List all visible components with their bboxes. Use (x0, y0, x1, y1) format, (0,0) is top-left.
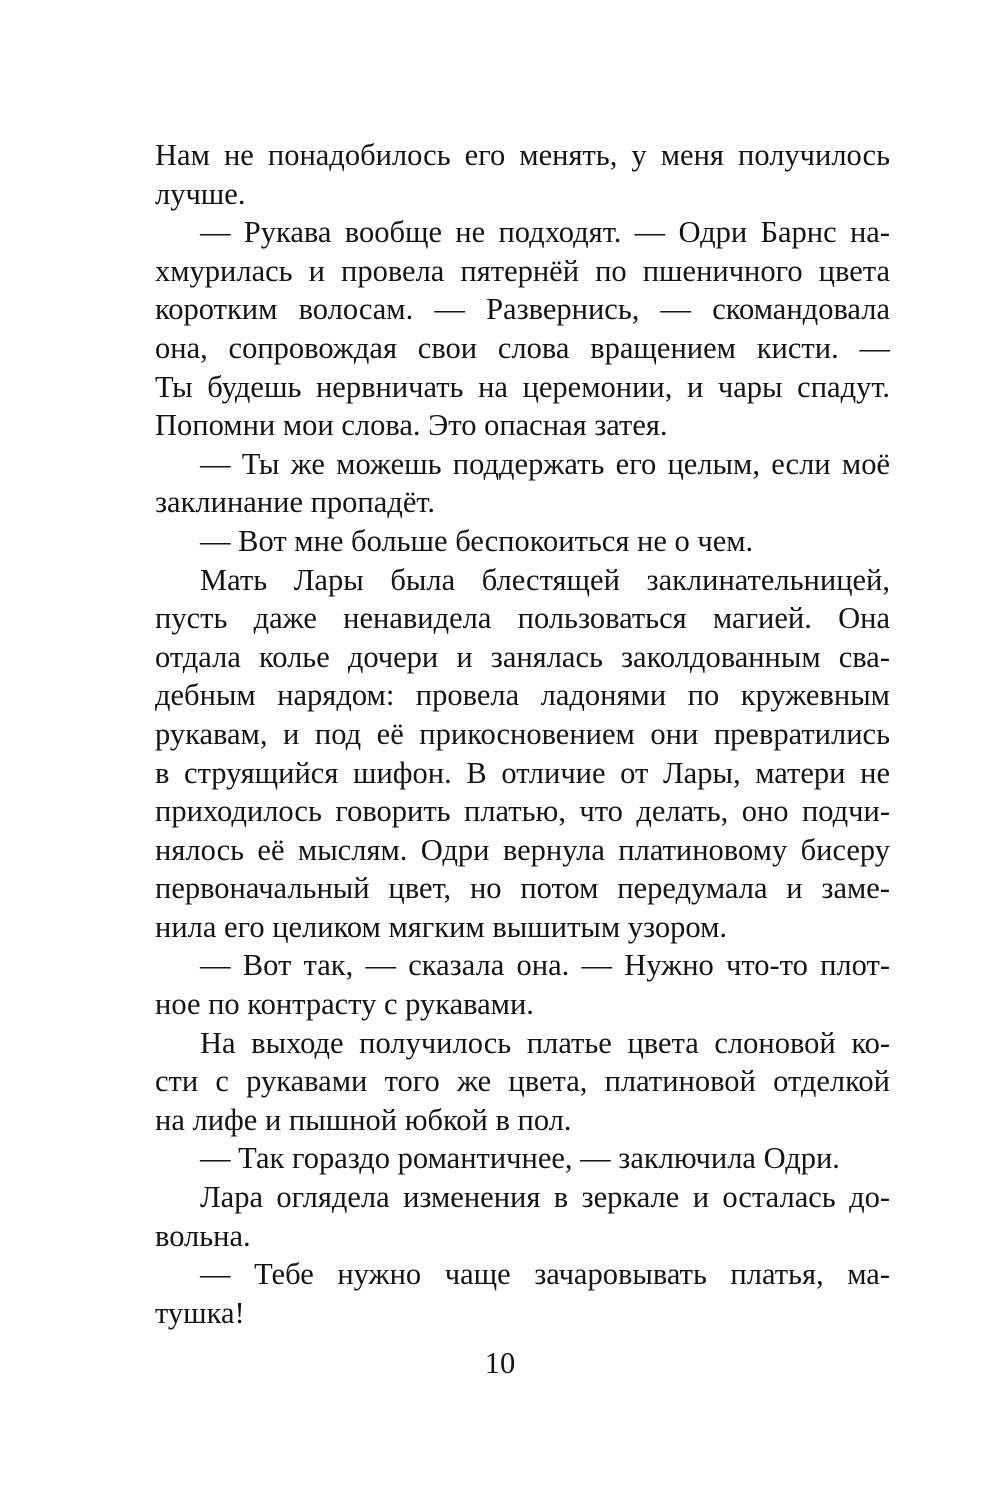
body-text (155, 136, 890, 1332)
text-line: тушка! (155, 1295, 245, 1330)
text-line: — Так гораздо романтичнее, — заключила Одри. (200, 1141, 840, 1176)
text-line: лучше. (155, 176, 246, 211)
text-line: — Ты же можешь поддержать его целым, если моё (200, 446, 890, 481)
text-line: заклинание пропадёт. (155, 485, 436, 520)
text-line: коротким волосам. — Развернись, — скомандовала (155, 292, 890, 327)
text-line: — Рукава вообще не подходят. — Одри Барнс на- (200, 215, 890, 250)
text-line: Мать Лары была блестящей заклинательницей, (200, 562, 890, 597)
text-line: — Тебе нужно чаще зачаровывать платья, ма- (200, 1257, 890, 1292)
text-line: первоначальный цвет, но потом передумала и заме- (155, 871, 890, 906)
text-line: Ты будешь нервничать на церемонии, и чары спадут. (155, 369, 890, 404)
text-line: отдала колье дочери и занялась заколдованным сва- (155, 639, 890, 674)
text-line: рукавам, и под её прикосновением они превратились (155, 716, 890, 751)
text-line: приходилось говорить платью, что делать, оно подчи- (155, 794, 890, 829)
text-line: Нам не понадобилось его менять, у меня получилось (155, 138, 890, 172)
text-line: на лифе и пышной юбкой в пол. (155, 1102, 572, 1137)
text-line: — Вот мне больше беспокоиться не о чем. (200, 523, 754, 558)
text-line: пусть даже ненавидела пользоваться магией. Она (155, 601, 890, 636)
page-number: 10 (484, 1346, 516, 1380)
text-line: дебным нарядом: провела ладонями по кружевным (155, 678, 890, 713)
text-line: Лара оглядела изменения в зеркале и осталась до- (200, 1180, 890, 1215)
text-line: сти с рукавами того же цвета, платиновой отделкой (155, 1064, 890, 1099)
text-line: Попомни мои слова. Это опасная затея. (155, 408, 668, 443)
text-line: нила его целиком мягким вышитым узором. (155, 909, 728, 944)
text-line: хмурилась и провела пятернёй по пшеничного цвета (155, 253, 890, 288)
text-line: она, сопровождая свои слова вращением кисти. — (155, 330, 890, 365)
text-line: На выходе получилось платье цвета слоновой ко- (200, 1025, 890, 1060)
text-line: — Вот так, — сказала она. — Нужно что-то плот- (200, 948, 890, 983)
text-line: нялось её мыслям. Одри вернула платиновому бисеру (155, 832, 890, 867)
text-line: вольна. (155, 1218, 251, 1253)
text-line: в струящийся шифон. В отличие от Лары, матери не (155, 755, 890, 790)
text-line: ное по контрасту с рукавами. (155, 987, 534, 1022)
